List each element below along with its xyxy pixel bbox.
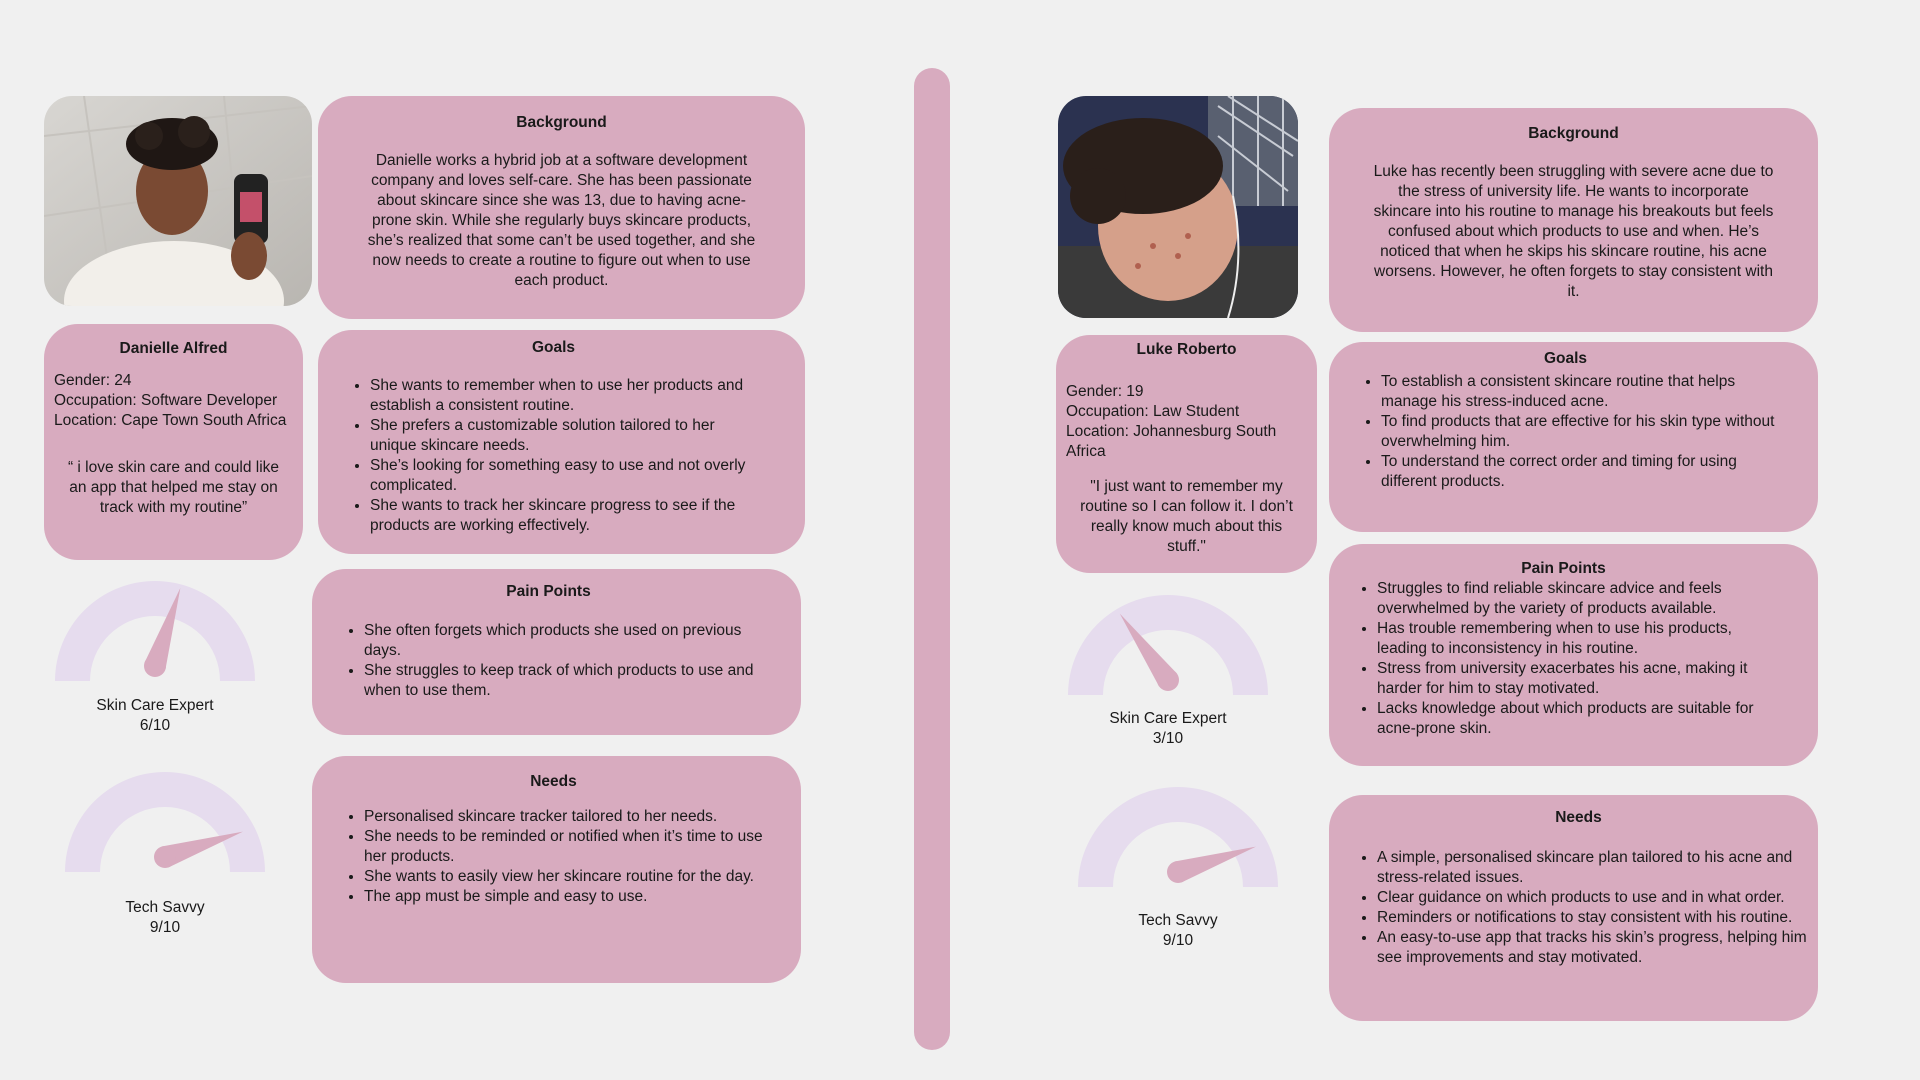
gauge-needle-hub bbox=[1167, 861, 1189, 883]
list-item: • Struggles to find reliable skincare advice and feels overwhelmed by the variety of products available. bbox=[1377, 579, 1778, 619]
list-item: • Clear guidance on which products to use and in what order. bbox=[1377, 888, 1808, 908]
list-item: • A simple, personalised skincare plan tailored to his acne and stress-related issues. bbox=[1377, 848, 1808, 888]
background-card-right bbox=[1329, 108, 1818, 332]
needs-card-left bbox=[312, 756, 801, 983]
gauge-label: Skin Care Expert bbox=[96, 697, 214, 714]
list-item: • To establish a consistent skincare routine that helps manage his stress-induced acne. bbox=[1381, 372, 1778, 412]
list-item: • Lacks knowledge about which products are suitable for acne-prone skin. bbox=[1377, 699, 1778, 739]
gauge-needle-hub bbox=[1157, 669, 1179, 691]
list-item: • Reminders or notifications to stay consistent with his routine. bbox=[1377, 908, 1808, 928]
list-item: • She wants to remember when to use her products and establish a consistent routine. bbox=[370, 376, 765, 416]
list-item: • She wants to easily view her skincare routine for the day. bbox=[364, 867, 771, 887]
list-item: • She prefers a customizable solution tailored to her unique skincare needs. bbox=[370, 416, 765, 456]
persona-location: Location: Cape Town South Africa bbox=[54, 412, 287, 429]
list-item: • Stress from university exacerbates his acne, making it harder for him to stay motivated. bbox=[1377, 659, 1778, 699]
gauge-dial-icon bbox=[60, 767, 270, 877]
persona-photo-luke bbox=[1058, 96, 1298, 318]
tech-savvy-gauge-right bbox=[1073, 782, 1283, 949]
persona-name: Luke Roberto bbox=[1136, 341, 1237, 358]
needs-title: Needs bbox=[530, 773, 577, 790]
persona-quote: "I just want to remember my routine so I can follow it. I don’t really know much about this stuff." bbox=[1080, 478, 1293, 555]
list-item: • An easy-to-use app that tracks his skin’s progress, helping him see improvements and stay motivated. bbox=[1377, 928, 1808, 968]
gauge-score: 3/10 bbox=[1152, 730, 1184, 747]
gauge-needle-hub bbox=[144, 655, 166, 677]
gauge-score: 9/10 bbox=[1162, 932, 1194, 949]
persona-gender: Gender: 19 bbox=[1066, 383, 1144, 400]
gauge-score: 6/10 bbox=[139, 717, 171, 734]
persona-name: Danielle Alfred bbox=[119, 340, 228, 357]
gauge-dial-icon bbox=[50, 576, 260, 686]
goals-card-right bbox=[1329, 342, 1818, 532]
background-text: Danielle works a hybrid job at a software development company and loves self-care. She has been passionate about skincare since she was 13, due to having acne-prone skin. While she regularly buys skincare products, she’s realized that some can’t be used together, and she now needs to create a routine to figure out when to use each product. bbox=[367, 152, 756, 289]
tech-savvy-gauge-left bbox=[60, 767, 270, 936]
list-item: • She needs to be reminded or notified when it’s time to use her products. bbox=[364, 827, 771, 867]
list-item: • She wants to track her skincare progress to see if the products are working effectively. bbox=[370, 496, 765, 536]
pain-points-title: Pain Points bbox=[506, 583, 591, 600]
gauge-label: Skin Care Expert bbox=[1109, 710, 1227, 727]
goals-title: Goals bbox=[531, 339, 576, 356]
needs-title: Needs bbox=[1555, 809, 1602, 826]
list-item: • To understand the correct order and timing for using different products. bbox=[1381, 452, 1778, 492]
profile-card-right bbox=[1056, 335, 1317, 573]
list-item: • She struggles to keep track of which products to use and when to use them. bbox=[364, 661, 761, 701]
persona-quote: “ i love skin care and could like an app that helped me stay on track with my routine” bbox=[67, 459, 280, 516]
background-text: Luke has recently been struggling with severe acne due to the stress of university life. He wants to incorporate skincare into his routine to manage his breakouts but feels confused about which products to use and when. He’s noticed that when he skips his skincare routine, his acne worsens. However, he often forgets to stay consistent with it. bbox=[1373, 163, 1774, 300]
persona-gender: Gender: 24 bbox=[54, 372, 132, 389]
persona-photo-danielle bbox=[44, 96, 312, 306]
list-item: • She often forgets which products she used on previous days. bbox=[364, 621, 761, 661]
list-item: • To find products that are effective for his skin type without overwhelming him. bbox=[1381, 412, 1778, 452]
gauge-label: Tech Savvy bbox=[125, 899, 205, 916]
needs-card-right bbox=[1329, 795, 1818, 1021]
person-photo-icon bbox=[44, 96, 312, 306]
gauge-score: 9/10 bbox=[149, 919, 181, 936]
list-item: • The app must be simple and easy to use. bbox=[364, 887, 771, 907]
list-item: • Has trouble remembering when to use his products, leading to inconsistency in his routine. bbox=[1377, 619, 1778, 659]
background-title: Background bbox=[1528, 125, 1619, 142]
gauge-needle-hub bbox=[154, 846, 176, 868]
pain-points-card-right bbox=[1329, 544, 1818, 766]
pain-points-title: Pain Points bbox=[1521, 560, 1606, 577]
pain-points-card-left bbox=[312, 569, 801, 735]
gauge-label: Tech Savvy bbox=[1138, 912, 1218, 929]
goals-title: Goals bbox=[1543, 350, 1588, 367]
list-item: • Personalised skincare tracker tailored to her needs. bbox=[364, 807, 771, 827]
skin-care-expert-gauge-left bbox=[50, 576, 260, 734]
background-card-left bbox=[318, 96, 805, 319]
person-photo-icon bbox=[1058, 96, 1298, 318]
skin-care-expert-gauge-right bbox=[1063, 590, 1273, 747]
profile-card-left bbox=[44, 324, 303, 560]
persona-occupation: Occupation: Software Developer bbox=[54, 392, 278, 409]
center-divider bbox=[914, 68, 950, 1050]
persona-occupation: Occupation: Law Student bbox=[1066, 403, 1240, 420]
background-title: Background bbox=[516, 114, 607, 131]
persona-location: Location: Johannesburg South Africa bbox=[1066, 423, 1277, 460]
gauge-dial-icon bbox=[1063, 590, 1273, 700]
list-item: • She’s looking for something easy to use and not overly complicated. bbox=[370, 456, 765, 496]
goals-card-left bbox=[318, 330, 805, 554]
gauge-dial-icon bbox=[1073, 782, 1283, 892]
